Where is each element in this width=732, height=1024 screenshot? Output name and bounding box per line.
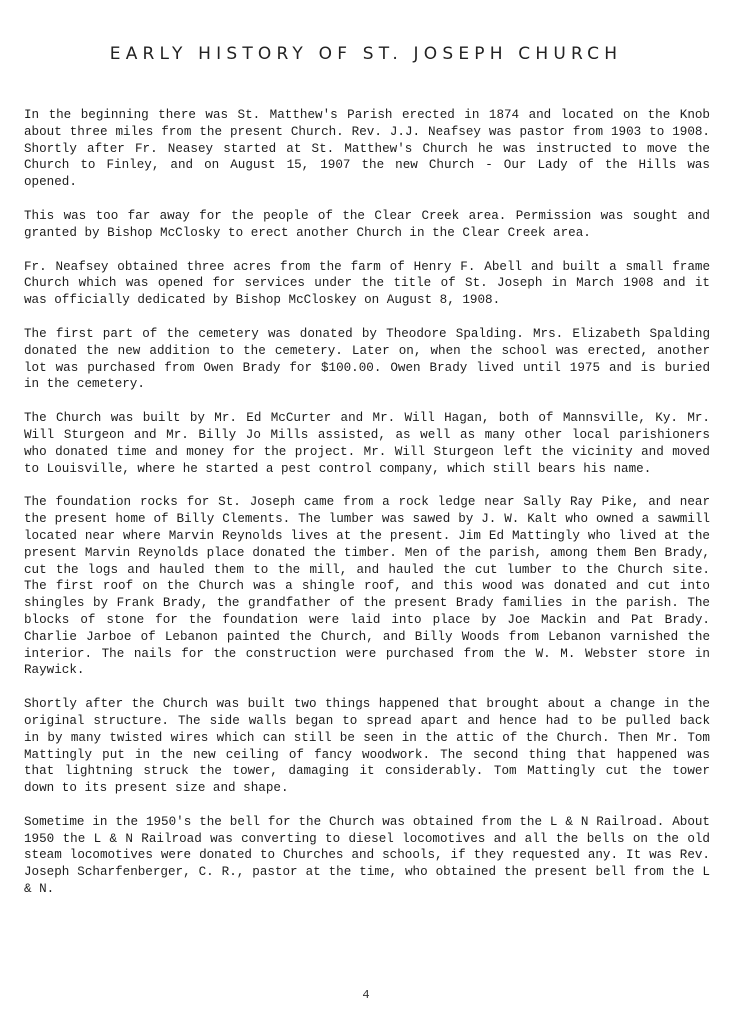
paragraph-6: The foundation rocks for St. Joseph came from a rock ledge near Sally Ray Pike, and near the present home of Billy Clements. The lumber was sawed by J. W. Kalt who owned a sawmill located near where Marvin Reynolds lives at the present. Jim Ed Mattingly who lived at the present Marvin Reynolds place donated the timber. Men of the parish, among them Ben Brady, cut the logs and hauled them to the mill, and hauled the cut lumber to the Church site. The first roof on the Church was a shingle roof, and this wood was donated and cut into shingles by Frank Brady, the grandfather of the present Brady families in the parish. The blocks of stone for the foundation were laid into place by Joe Mackin and Pat Brady. Charlie Jarboe of Lebanon painted the Church, and Billy Woods from Lebanon varnished the interior. The nails for the construction were purchased from the W. M. Webster store in Raywick. [24, 495, 710, 678]
page-number: 4 [362, 988, 370, 1002]
paragraph-1: In the beginning there was St. Matthew's Parish erected in 1874 and located on the Knob about three miles from the present Church. Rev. J.J. Neafsey was pastor from 1903 to 1908. Shortly after Fr. Neasey started at St. Matthew's Church he was instructed to move the Church to Finley, and on August 15, 1907 the new Church - Our Lady of the Hills was opened. [24, 108, 710, 190]
paragraph-5: The Church was built by Mr. Ed McCurter and Mr. Will Hagan, both of Mannsville, Ky. Mr. Will Sturgeon and Mr. Billy Jo Mills assisted, as well as many other local parishioners who donated time and money for the project. Mr. Will Sturgeon left the vicinity and moved to Louisville, where he started a pest control company, which still bears his name. [24, 411, 710, 476]
paragraph-2: This was too far away for the people of the Clear Creek area. Permission was sought and granted by Bishop McClosky to erect another Church in the Clear Creek area. [24, 208, 710, 240]
paragraph-8: Sometime in the 1950's the bell for the Church was obtained from the L & N Railroad. About 1950 the L & N Railroad was converting to diesel locomotives and all the bells on the old steam locomotives were donated to Churches and schools, if they requested any. It was Rev. Joseph Scharfenberger, C. R., pastor at the time, who obtained the present bell from the L & N. [24, 814, 710, 897]
paragraph-4: The first part of the cemetery was donated by Theodore Spalding. Mrs. Elizabeth Spalding donated the new addition to the cemetery. Later on, when the school was erected, another lot was purchased from Owen Brady for $100.00. Owen Brady lived until 1975 and is buried in the cemetery. [24, 326, 710, 392]
paragraph-3: Fr. Neafsey obtained three acres from the farm of Henry F. Abell and built a small frame Church which was opened for services under the title of St. Joseph in March 1908 and it was officially dedicated by Bishop McCloskey on August 8, 1908. [24, 259, 710, 308]
body-text [24, 107, 710, 915]
paragraph-7: Shortly after the Church was built two things happened that brought about a change in the original structure. The side walls began to spread apart and hence had to be pulled back in by many twisted wires which can still be seen in the attic of the Church. Then Mr. Tom Mattingly put in the new ceiling of fancy woodwork. The second thing that happened was that lightning struck the tower, damaging it considerably. Tom Mattingly cut the tower down to its present size and shape. [24, 697, 710, 796]
page-title: EARLY HISTORY OF ST. JOSEPH CHURCH [109, 44, 623, 64]
